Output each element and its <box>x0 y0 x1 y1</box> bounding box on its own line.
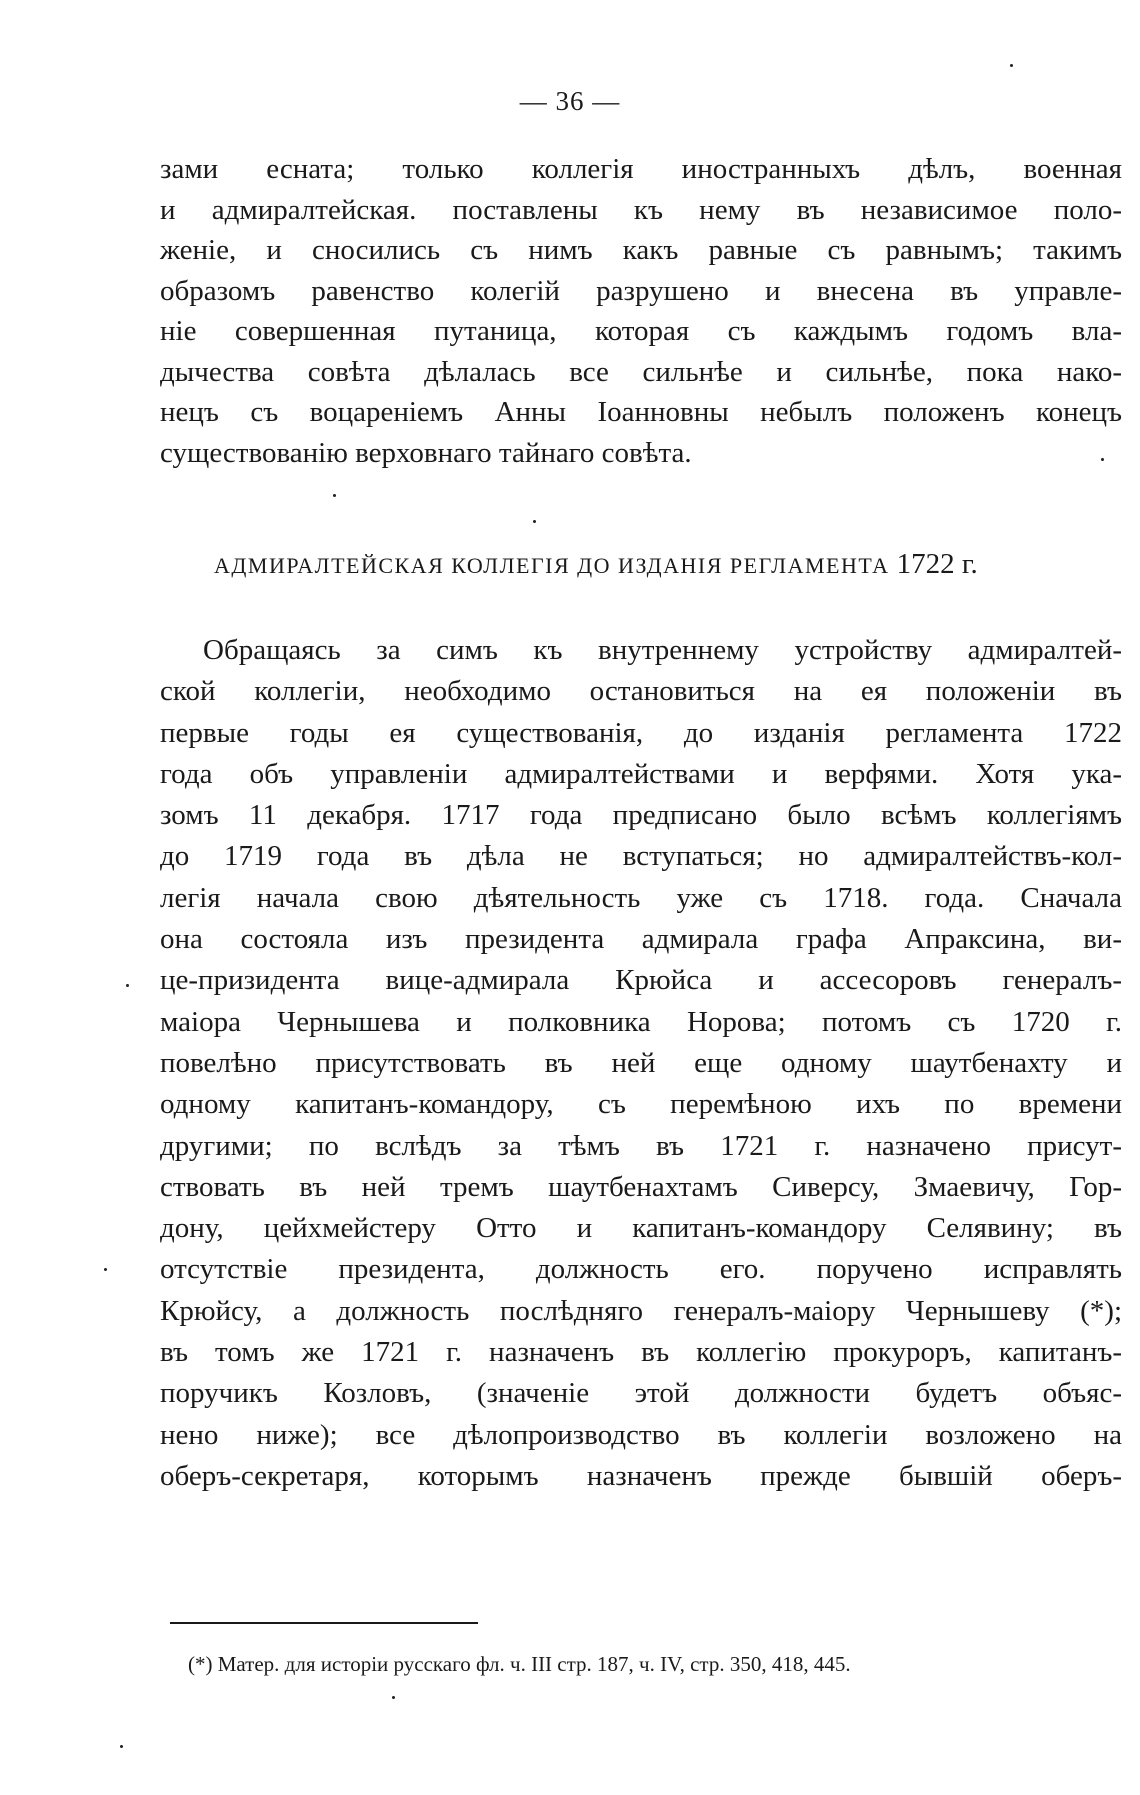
text-line: поручикъ Козловъ, (значеніе этой должности будетъ объяс- <box>160 1377 1122 1410</box>
text-line: одному капитанъ-командору, съ перемѣною ихъ по времени <box>160 1088 1122 1121</box>
text-line: Крюйсу, а должность послѣдняго генералъ-маіору Чернышеву (*); <box>160 1294 1122 1327</box>
text-line: до 1719 года въ дѣла не вступаться; но адмиралтействъ-кол- <box>160 840 1122 873</box>
text-line: существованію верховнаго тайнаго совѣта. <box>160 436 692 469</box>
print-speck <box>120 1745 123 1748</box>
text-line: повелѣно присутствовать въ ней еще одному шаутбенахту и <box>160 1046 1122 1079</box>
text-line: дычества совѣта дѣлалась все сильнѣе и сильнѣе, пока нако- <box>160 355 1122 388</box>
text-line: зами есната; только коллегія иностранныхъ дѣлъ, военная <box>160 153 1122 185</box>
text-line: ствовать въ ней тремъ шаутбенахтамъ Сиверсу, Змаевичу, Гор- <box>160 1170 1122 1203</box>
text-line: первые годы ея существованія, до изданія регламента 1722 <box>160 716 1122 749</box>
paragraph-1 <box>160 149 1122 473</box>
text-line: года объ управленіи адмиралтействами и верфями. Хотя ука- <box>160 757 1122 790</box>
text-line: образомъ равенство колегій разрушено и внесена въ управле- <box>160 274 1122 307</box>
print-speck <box>533 520 536 523</box>
text-line: ской коллегіи, необходимо остановиться на ея положеніи въ <box>160 675 1122 708</box>
text-line: маіора Чернышева и полковника Норова; потомъ съ 1720 г. <box>160 1005 1122 1038</box>
text-line: це-призидента вице-адмирала Крюйса и ассесоровъ генералъ- <box>160 964 1122 997</box>
footnote-divider <box>170 1622 478 1624</box>
text-line: женіе, и сносились съ нимъ какъ равные съ равнымъ; такимъ <box>160 234 1122 266</box>
text-line: и адмиралтейская. поставлены къ нему въ независимое поло- <box>160 193 1122 226</box>
text-line: нено ниже); все дѣлопроизводство въ коллегіи возложено на <box>160 1418 1122 1451</box>
print-speck <box>1010 64 1013 67</box>
page-number: — 36 — <box>519 86 621 116</box>
text-line: ніе совершенная путаница, которая съ каждымъ годомъ вла- <box>160 315 1122 347</box>
footnote: (*) Матер. для исторіи русскаго фл. ч. III стр. 187, ч. IV, стр. 350, 418, 445. <box>188 1652 851 1676</box>
text-line: нецъ съ воцареніемъ Анны Іоанновны небылъ положенъ конецъ <box>160 396 1122 428</box>
print-speck <box>104 1268 107 1271</box>
section-heading-text: АДМИРАЛТЕЙСКАЯ КОЛЛЕГІЯ ДО ИЗДАНІЯ РЕГЛАМЕНТА <box>214 553 890 578</box>
text-line: легія начала свою дѣятельность уже съ 1718. года. Сначала <box>160 881 1122 914</box>
print-speck <box>333 494 336 497</box>
text-line: другими; по вслѣдъ за тѣмъ въ 1721 г. назначено присут- <box>160 1129 1122 1162</box>
text-line: въ томъ же 1721 г. назначенъ въ коллегію прокуроръ, капитанъ- <box>160 1336 1122 1369</box>
text-line: зомъ 11 декабря. 1717 года предписано было всѣмъ коллегіямъ <box>160 799 1122 832</box>
print-speck <box>126 984 129 987</box>
print-speck <box>1101 458 1104 461</box>
text-line: отсутствіе президента, должность его. поручено исправлять <box>160 1253 1122 1286</box>
text-line: оберъ-секретаря, которымъ назначенъ прежде бывшій оберъ- <box>160 1459 1122 1492</box>
text-line: она состояла изъ президента адмирала графа Апраксина, ви- <box>160 923 1122 956</box>
text-line: дону, цейхмейстеру Отто и капитанъ-командору Селявину; въ <box>160 1212 1122 1245</box>
text-line: Обращаясь за симъ къ внутреннему устройству адмиралтей- <box>203 634 1122 666</box>
section-heading <box>214 548 1074 581</box>
section-heading-year: 1722 г. <box>896 548 978 580</box>
print-speck <box>392 1696 395 1699</box>
paragraph-2 <box>160 630 1122 1497</box>
